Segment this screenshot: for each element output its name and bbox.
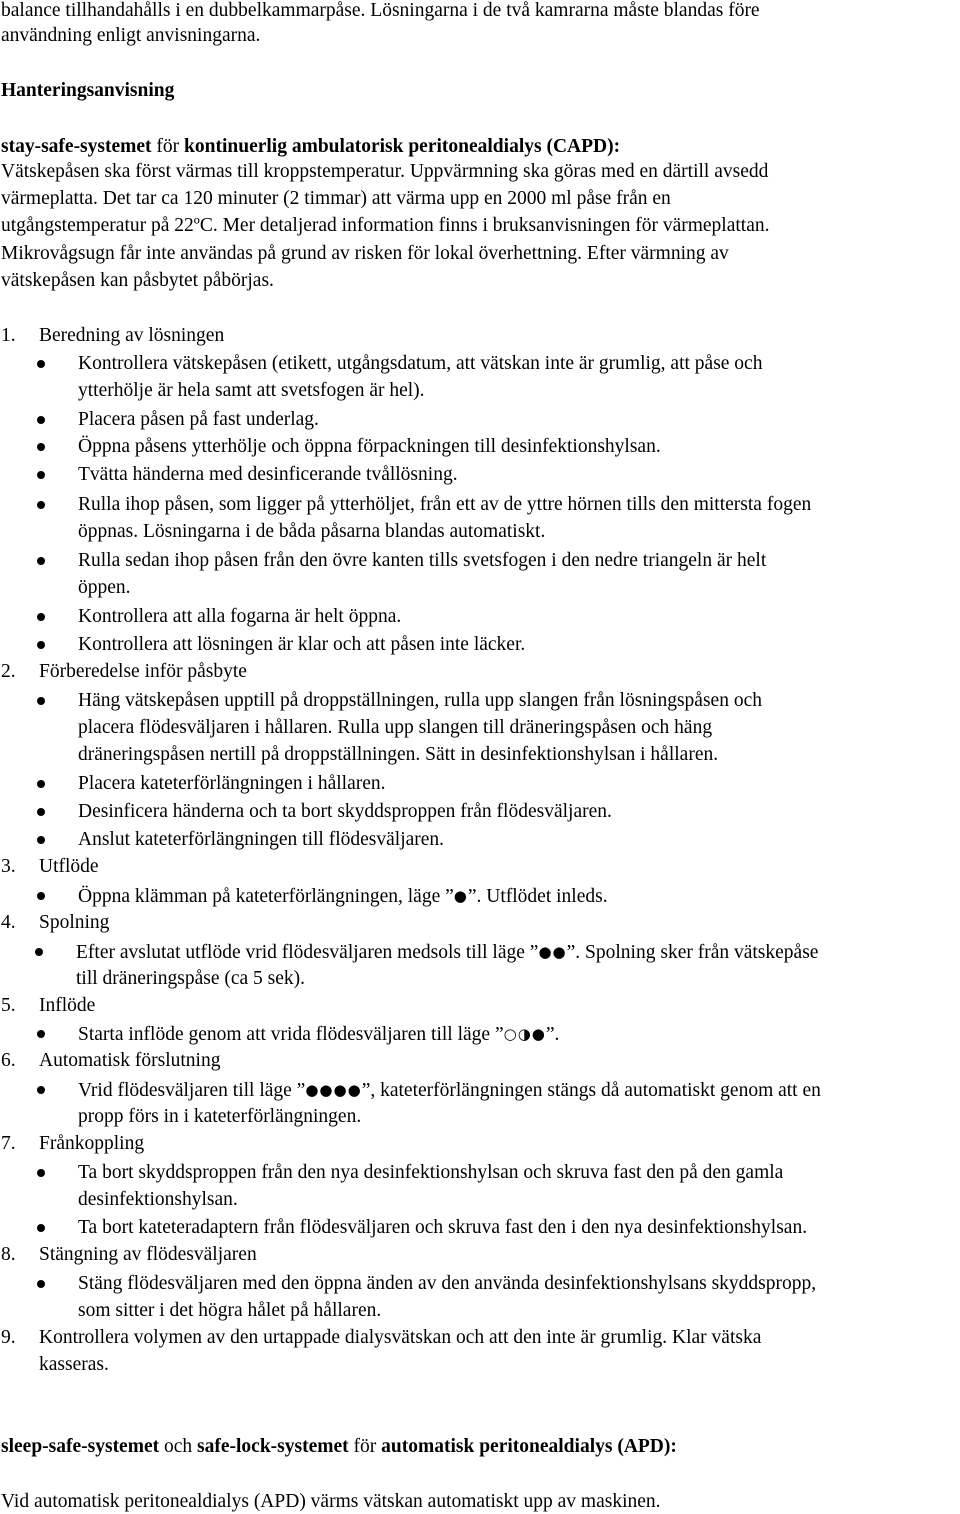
step-4-item-text: Efter avslutat utflöde vrid flödesväljaren medsols till läge ” [76,942,539,963]
step-5-item [78,1023,559,1046]
step-8-title: Stängning av flödesväljaren [39,1244,257,1265]
capd-line-2: värmeplatta. Det tar ca 120 minuter (2 timmar) att värma upp en 2000 ml påse från en [1,188,671,209]
step-5-number: 5. [1,995,16,1016]
step-3-item-text: Öppna klämman på kateterförlängningen, läge ” [78,886,454,907]
step-2-title: Förberedelse inför påsbyte [39,661,247,682]
step-2-item-3: Desinficera händerna och ta bort skyddsproppen från flödesväljaren. [78,801,612,822]
bullet-icon [37,1030,45,1038]
capd-line-3: utgångstemperatur på 22ºC. Mer detaljerad information finns i bruksanvisningen för värmeplattan. [1,215,770,236]
step-6-number: 6. [1,1050,16,1071]
step-1-item-8: Kontrollera att lösningen är klar och att påsen inte läcker. [78,634,526,655]
bullet-icon [37,1169,45,1177]
capd-title-mid: för [151,136,185,157]
apd-title [1,1436,677,1458]
step-4-number: 4. [1,912,16,933]
step-4-title: Spolning [39,912,110,933]
step-8-number: 8. [1,1244,16,1265]
step-7-item-1-line-1: Ta bort skyddsproppen från den nya desinfektionshylsan och skruva fast den på den gamla [78,1162,784,1183]
step-7-title: Frånkoppling [39,1133,145,1154]
step-1-item-5-line-2: öppnas. Lösningarna i de båda påsarna blandas automatiskt. [78,521,546,542]
step-9-line-1: Kontrollera volymen av den urtappade dialysvätskan och att den inte är grumlig. Klar vätska [39,1327,762,1348]
step-8-item-line-2: som sitter i det högra hålet på hållaren. [78,1300,382,1321]
step-3-title: Utflöde [39,856,99,877]
capd-title [1,136,620,158]
step-7-item-2: Ta bort kateteradaptern från flödesväljaren och skruva fast den i den nya desinfektionshylsan. [78,1217,808,1238]
step-6-item-line-2: propp förs in i kateterförlängningen. [78,1106,362,1127]
step-3-item [78,885,608,908]
capd-title-system: stay-safe-systemet [1,136,152,157]
apd-system-2: safe-lock-systemet [197,1436,349,1457]
step-7-number: 7. [1,1133,16,1154]
bullet-icon [37,697,45,705]
step-1-item-5-line-1: Rulla ihop påsen, som ligger på ytterhöljet, från ett av de yttre hörnen tills den mittersta fogen [78,494,812,515]
step-3-item-text-end: ”. Utflödet inleds. [467,886,608,907]
step-5-item-text-end: ”. [545,1024,560,1045]
capd-line-4: Mikrovågsugn får inte användas på grund av risken för lokal överhettning. Efter värmning av [1,243,729,264]
bullet-icon [37,780,45,788]
bullet-icon [37,443,45,451]
step-3-number: 3. [1,856,16,877]
bullet-icon [37,360,45,368]
bullet-icon [37,641,45,649]
step-1-item-4: Tvätta händerna med desinficerande tvållösning. [78,464,458,485]
step-1-item-2: Placera påsen på fast underlag. [78,409,319,430]
step-4-item-line-1 [76,941,818,964]
apd-system-1: sleep-safe-systemet [1,1436,160,1457]
intro-line-1: balance tillhandahålls i en dubbelkammarpåse. Lösningarna i de två kamrarna måste blandas före [1,0,760,21]
step-5-item-text: Starta inflöde genom att vrida flödesväljaren till läge ” [78,1024,504,1045]
step-1-title: Beredning av lösningen [39,325,225,346]
step-2-number: 2. [1,661,16,682]
bullet-icon [37,471,45,479]
capd-line-5: vätskepåsen kan påsbytet påbörjas. [1,270,274,291]
step-1-item-6-line-2: öppen. [78,577,131,598]
step-7-item-1-line-2: desinfektionshylsan. [78,1189,238,1210]
flush-position-symbol: ●● [538,943,567,961]
step-2-item-2: Placera kateterförlängningen i hållaren. [78,773,386,794]
bullet-icon [37,501,45,509]
bullet-icon [37,613,45,621]
step-4-item-line-2: till dräneringspåse (ca 5 sek). [76,968,306,989]
step-8-item-line-1: Stäng flödesväljaren med den öppna änden av den använda desinfektionshylsans skyddspropp, [78,1273,817,1294]
step-1-item-1-line-1: Kontrollera vätskepåsen (etikett, utgångsdatum, att vätskan inte är grumlig, att påse och [78,353,763,374]
flow-position-symbol: ● [453,887,468,905]
bullet-icon [37,836,45,844]
bullet-icon [35,948,43,956]
apd-mid-1: och [159,1436,198,1457]
step-1-item-3: Öppna påsens ytterhölje och öppna förpackningen till desinfektionshylsan. [78,436,661,457]
step-9-line-2: kasseras. [39,1354,109,1375]
bullet-icon [37,1086,45,1094]
step-6-title: Automatisk förslutning [39,1050,221,1071]
step-2-item-1-line-3: dräneringspåsen nertill på droppställningen. Sätt in desinfektionshylsan i hållaren. [78,744,719,765]
step-6-item-text: Vrid flödesväljaren till läge ” [78,1080,306,1101]
bullet-icon [37,1224,45,1232]
step-6-item-line-1 [78,1079,821,1102]
closure-position-symbol: ●●●● [305,1081,362,1099]
step-4-item-text-end: ”. Spolning sker från vätskepåse [566,942,819,963]
section-heading: Hanteringsanvisning [1,80,175,101]
intro-line-2: användning enligt anvisningarna. [1,25,261,46]
apd-method: automatisk peritonealdialys (APD): [381,1436,677,1457]
apd-mid-2: för [348,1436,382,1457]
step-2-item-1-line-1: Häng vätskepåsen upptill på droppställningen, rulla upp slangen från lösningspåsen och [78,690,762,711]
step-6-item-text-end: ”, kateterförlängningen stängs då automatiskt genom att en [361,1080,821,1101]
step-1-item-7: Kontrollera att alla fogarna är helt öppna. [78,606,402,627]
inflow-position-symbol: ○◑● [503,1025,546,1043]
bullet-icon [37,808,45,816]
step-1-item-1-line-2: ytterhölje är hela samt att svetsfogen är hel). [78,380,425,401]
apd-line: Vid automatisk peritonealdialys (APD) värms vätskan automatiskt upp av maskinen. [1,1491,661,1512]
capd-title-method: kontinuerlig ambulatorisk peritonealdialys (CAPD): [184,136,621,157]
bullet-icon [37,416,45,424]
step-1-item-6-line-1: Rulla sedan ihop påsen från den övre kanten tills svetsfogen i den nedre triangeln är helt [78,550,767,571]
step-1-number: 1. [1,325,16,346]
capd-line-1: Vätskepåsen ska först värmas till kroppstemperatur. Uppvärmning ska göras med en därtill avsedd [1,161,769,182]
step-5-title: Inflöde [39,995,96,1016]
bullet-icon [37,1280,45,1288]
bullet-icon [37,892,45,900]
bullet-icon [37,557,45,565]
step-9-number: 9. [1,1327,16,1348]
step-2-item-4: Anslut kateterförlängningen till flödesväljaren. [78,829,445,850]
step-2-item-1-line-2: placera flödesväljaren i hållaren. Rulla upp slangen till dräneringspåsen och häng [78,717,713,738]
